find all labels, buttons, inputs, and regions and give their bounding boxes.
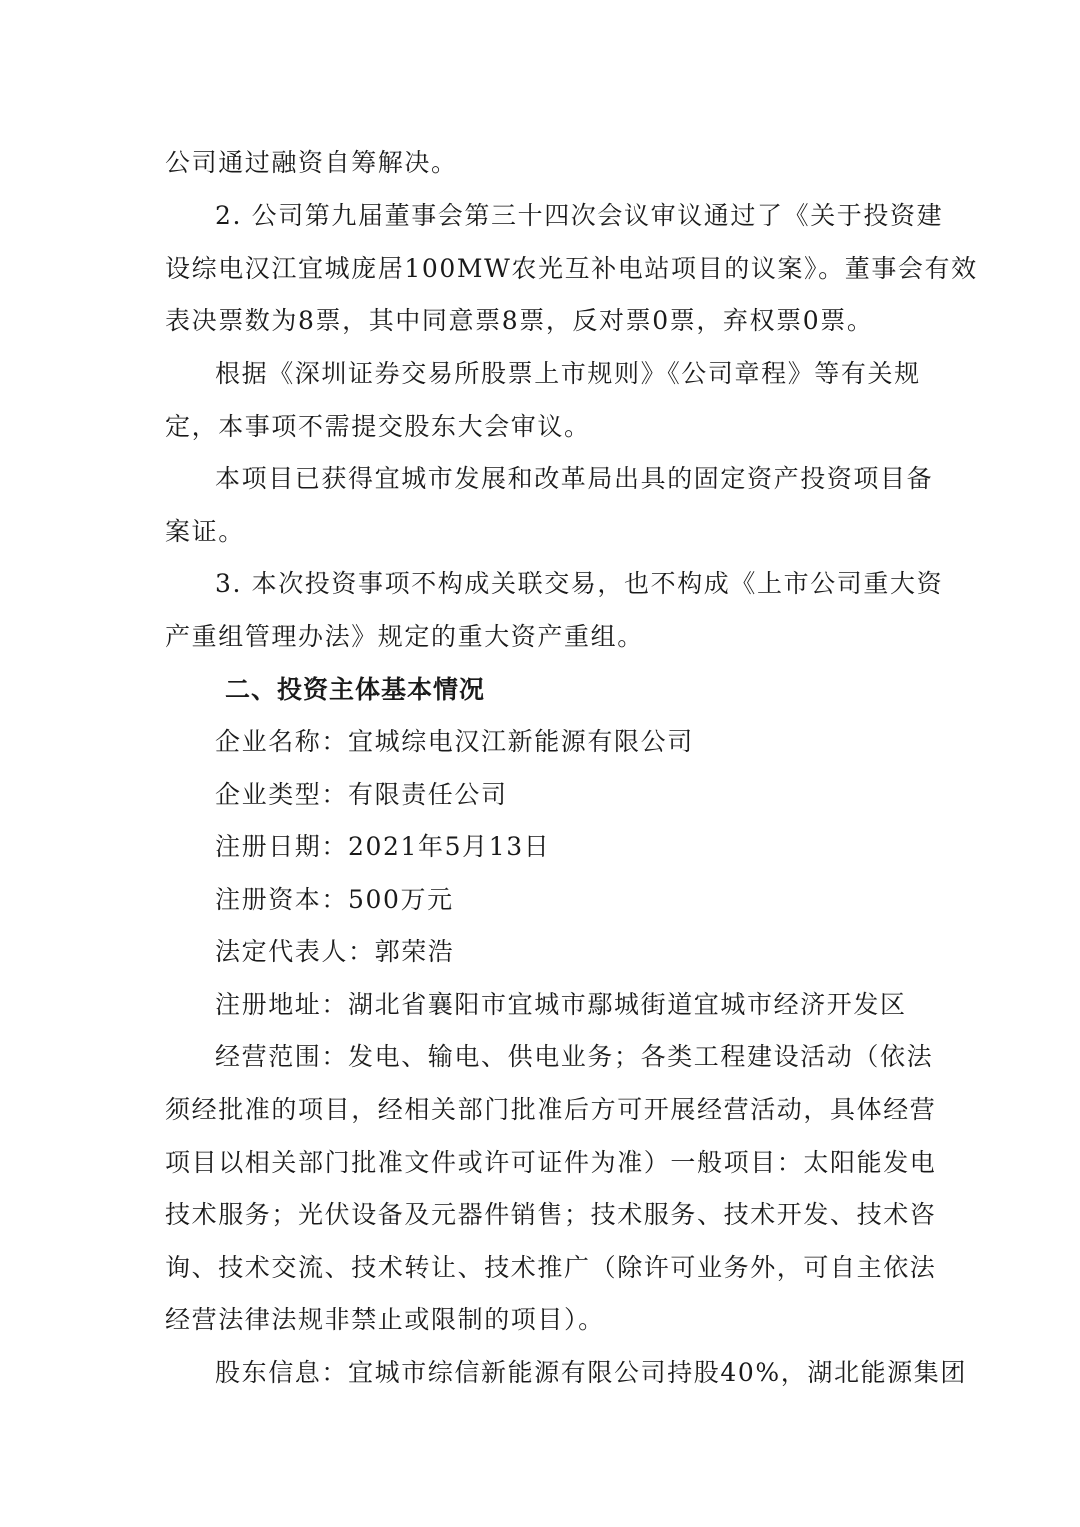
- paragraph-line: 2. 公司第九届董事会第三十四次会议审议通过了《关于投资建: [215, 201, 944, 230]
- section-heading: 二、投资主体基本情况: [225, 675, 486, 704]
- paragraph-line: 表决票数为8票，其中同意票8票，反对票0票，弃权票0票。: [165, 306, 874, 335]
- paragraph-line: 3. 本次投资事项不构成关联交易，也不构成《上市公司重大资: [215, 569, 944, 598]
- paragraph-line: 项目以相关部门批准文件或许可证件为准）一般项目：太阳能发电: [165, 1148, 937, 1177]
- paragraph-line: 注册日期：2021年5月13日: [215, 832, 551, 861]
- paragraph-line: 公司通过融资自筹解决。: [165, 148, 458, 177]
- paragraph-line: 定，本事项不需提交股东大会审议。: [165, 412, 591, 441]
- paragraph-line: 经营法律法规非禁止或限制的项目）。: [165, 1305, 605, 1334]
- paragraph-line: 询、技术交流、技术转让、技术推广（除许可业务外，可自主依法: [165, 1253, 937, 1282]
- paragraph-line: 技术服务；光伏设备及元器件销售；技术服务、技术开发、技术咨: [165, 1200, 937, 1229]
- paragraph-line: 注册资本：500万元: [215, 885, 454, 914]
- paragraph-line: 案证。: [165, 517, 245, 546]
- paragraph-line: 企业名称：宜城综电汉江新能源有限公司: [215, 727, 694, 756]
- paragraph-line: 本项目已获得宜城市发展和改革局出具的固定资产投资项目备: [215, 464, 934, 493]
- paragraph-line: 须经批准的项目，经相关部门批准后方可开展经营活动，具体经营: [165, 1095, 937, 1124]
- paragraph-line: 股东信息：宜城市综信新能源有限公司持股40%，湖北能源集团: [215, 1358, 967, 1387]
- paragraph-line: 产重组管理办法》规定的重大资产重组。: [165, 622, 644, 651]
- paragraph-line: 设综电汉江宜城庞居100MW农光互补电站项目的议案》。董事会有效: [165, 254, 978, 283]
- paragraph-line: 企业类型：有限责任公司: [215, 780, 508, 809]
- paragraph-line: 经营范围：发电、输电、供电业务；各类工程建设活动（依法: [215, 1042, 934, 1071]
- paragraph-line: 根据《深圳证券交易所股票上市规则》《公司章程》等有关规: [215, 359, 921, 388]
- paragraph-line: 注册地址：湖北省襄阳市宜城市鄢城街道宜城市经济开发区: [215, 990, 907, 1019]
- paragraph-line: 法定代表人：郭荣浩: [215, 937, 455, 966]
